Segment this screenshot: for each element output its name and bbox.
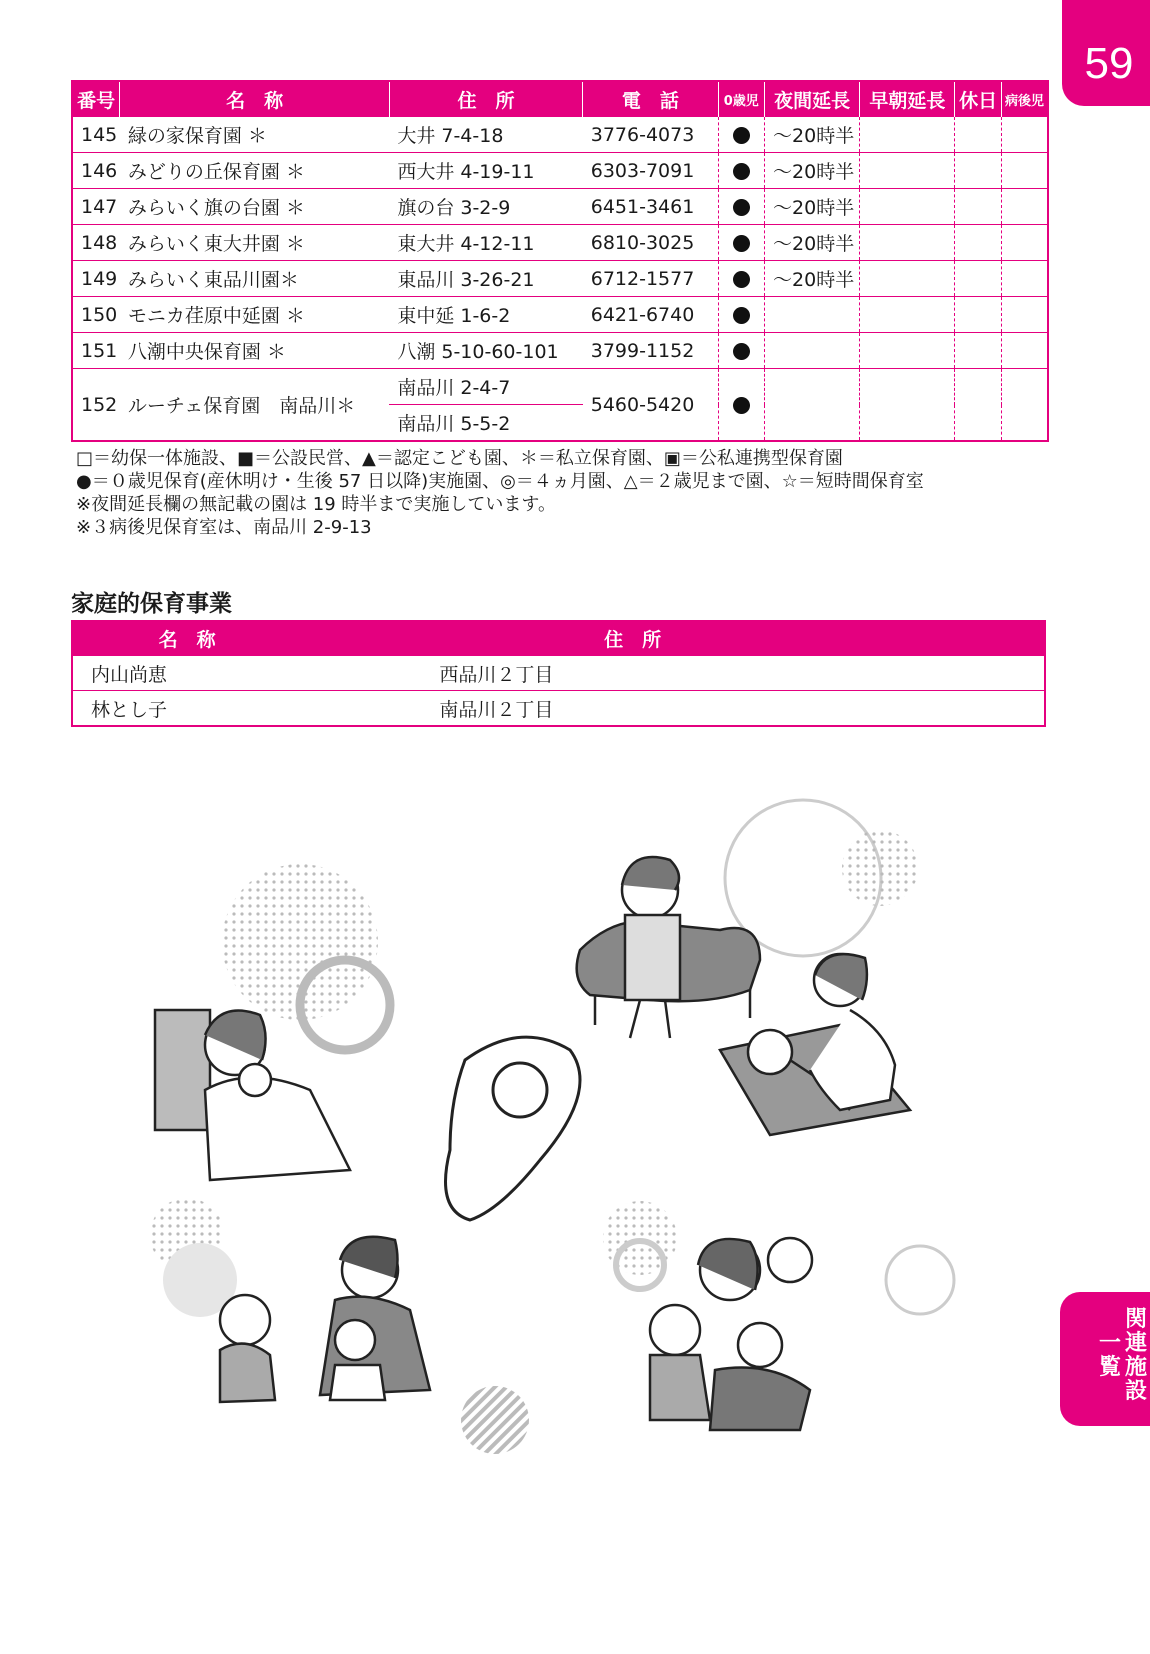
- cell-holiday: [955, 153, 1002, 189]
- table-row: [72, 225, 1048, 261]
- cell-address: 東大井 4-12-11: [389, 225, 582, 261]
- cell-morning-extension: [860, 117, 955, 153]
- filled-circle-icon: [733, 199, 750, 216]
- cell-night-extension: 〜20時半: [765, 261, 860, 297]
- col-header-name: 名 称: [120, 81, 390, 117]
- col-header-night: 夜間延長: [765, 81, 860, 117]
- cell-name: みらいく東大井園 ＊: [120, 225, 390, 261]
- note-line: ●＝０歳児保育(産休明け・生後 57 日以降)実施園、◎＝４ヵ月園、△＝２歳児まで園、☆＝短時間保育室: [76, 471, 924, 492]
- dotted-circle-decoration: [842, 830, 918, 906]
- mother-on-sofa-drawing: [577, 857, 760, 1038]
- cell-name: 八潮中央保育園 ＊: [120, 333, 390, 369]
- cell-holiday: [955, 225, 1002, 261]
- section-title: 家庭的保育事業: [71, 591, 232, 617]
- table-row: [72, 189, 1048, 225]
- cell-number: 148: [72, 225, 120, 261]
- cell-infant: [718, 225, 765, 261]
- cell-holiday: [955, 117, 1002, 153]
- cell-infant: [718, 369, 765, 442]
- cell-night-extension: 〜20時半: [765, 225, 860, 261]
- cell-infant: [718, 189, 765, 225]
- note-line: ※３病後児保育室は、南品川 2-9-13: [76, 517, 372, 538]
- cell-morning-extension: [860, 369, 955, 442]
- filled-circle-icon: [733, 271, 750, 288]
- cell-sick-child: [1001, 261, 1048, 297]
- mother-holding-baby-drawing: [155, 1010, 350, 1180]
- cell-address: 南品川２丁目: [421, 691, 1045, 727]
- swaddled-baby-drawing: [446, 1037, 581, 1220]
- legend-notes: [76, 447, 924, 539]
- cell-address: 東中延 1-6-2: [389, 297, 582, 333]
- col-header-sick-child: 病後児: [1001, 81, 1048, 117]
- cell-holiday: [955, 333, 1002, 369]
- table-row: [72, 297, 1048, 333]
- cell-number: 149: [72, 261, 120, 297]
- cell-phone: 3776-4073: [583, 117, 718, 153]
- adult-playing-with-children-drawing: [220, 1237, 430, 1402]
- page-number: 59: [1084, 39, 1134, 88]
- cell-number: 150: [72, 297, 120, 333]
- cell-sick-child: [1001, 153, 1048, 189]
- cell-name: みどりの丘保育園 ＊: [120, 153, 390, 189]
- filled-circle-icon: [733, 127, 750, 144]
- cell-number: 146: [72, 153, 120, 189]
- table-row: [72, 117, 1048, 153]
- cell-address: 東品川 3-26-21: [389, 261, 582, 297]
- cell-address: 大井 7-4-18: [389, 117, 582, 153]
- cell-sick-child: [1001, 297, 1048, 333]
- col-header-phone: 電 話: [583, 81, 718, 117]
- cell-phone: 6421-6740: [583, 297, 718, 333]
- table-row: [72, 333, 1048, 369]
- filled-circle-icon: [733, 397, 750, 414]
- col-header-number: 番号: [72, 81, 120, 117]
- cell-name: 緑の家保育園 ＊: [120, 117, 390, 153]
- cell-morning-extension: [860, 261, 955, 297]
- filled-circle-icon: [733, 307, 750, 324]
- cell-holiday: [955, 261, 1002, 297]
- page-number-tab: [1062, 0, 1150, 106]
- cell-phone: 6303-7091: [583, 153, 718, 189]
- cell-address: 西大井 4-19-11: [389, 153, 582, 189]
- cell-sick-child: [1001, 117, 1048, 153]
- cell-sick-child: [1001, 189, 1048, 225]
- cell-sick-child: [1001, 369, 1048, 442]
- cell-night-extension: [765, 297, 860, 333]
- cell-holiday: [955, 189, 1002, 225]
- cell-morning-extension: [860, 189, 955, 225]
- col-header-infant: 0歳児: [718, 81, 765, 117]
- cell-holiday: [955, 297, 1002, 333]
- cell-phone: 6451-3461: [583, 189, 718, 225]
- striped-circle-decoration: [461, 1386, 529, 1454]
- filled-circle-icon: [733, 343, 750, 360]
- side-tab-label-1: 関連施設: [1124, 1307, 1147, 1404]
- filled-circle-icon: [733, 163, 750, 180]
- cell-holiday: [955, 369, 1002, 442]
- childcare-illustration: [150, 790, 970, 1530]
- cell-night-extension: [765, 333, 860, 369]
- cell-phone: 3799-1152: [583, 333, 718, 369]
- family-daycare-table: [71, 620, 1046, 727]
- table-header-row: [72, 81, 1048, 117]
- cell-night-extension: [765, 369, 860, 442]
- filled-circle-icon: [733, 235, 750, 252]
- cell-morning-extension: [860, 297, 955, 333]
- cell-night-extension: 〜20時半: [765, 189, 860, 225]
- note-line: □＝幼保一体施設、■＝公設民営、▲＝認定こども園、＊＝私立保育園、▣＝公私連携型保育園: [76, 448, 843, 469]
- section-side-tab[interactable]: [1060, 1292, 1150, 1426]
- cell-phone: 6810-3025: [583, 225, 718, 261]
- group-of-children-drawing: [650, 1238, 812, 1430]
- side-tab-label-2: 一覧: [1098, 1331, 1121, 1380]
- table-header-row: [72, 621, 1045, 656]
- cell-night-extension: 〜20時半: [765, 153, 860, 189]
- cell-number: 145: [72, 117, 120, 153]
- cell-name: 内山尚恵: [72, 656, 421, 691]
- cell-morning-extension: [860, 153, 955, 189]
- cell-name: モニカ荏原中延園 ＊: [120, 297, 390, 333]
- col-header-address: 住 所: [421, 621, 1045, 656]
- table-row: [72, 656, 1045, 691]
- cell-infant: [718, 261, 765, 297]
- cell-night-extension: 〜20時半: [765, 117, 860, 153]
- cell-name: みらいく東品川園＊: [120, 261, 390, 297]
- col-header-address: 住 所: [389, 81, 582, 117]
- cell-number: 151: [72, 333, 120, 369]
- cell-address: 南品川 2-4-7: [389, 369, 582, 405]
- cell-address: 八潮 5-10-60-101: [389, 333, 582, 369]
- cell-number: 147: [72, 189, 120, 225]
- cell-phone: 6712-1577: [583, 261, 718, 297]
- cell-address: 南品川 5-5-2: [389, 405, 582, 442]
- nursery-table: [71, 80, 1049, 442]
- ring-decoration: [886, 1246, 954, 1314]
- table-row: [72, 153, 1048, 189]
- table-row: [72, 691, 1045, 727]
- col-header-name: 名 称: [72, 621, 421, 656]
- cell-sick-child: [1001, 225, 1048, 261]
- cell-name: 林とし子: [72, 691, 421, 727]
- cell-infant: [718, 153, 765, 189]
- table-row: [72, 369, 1048, 405]
- note-line: ※夜間延長欄の無記載の園は 19 時半まで実施しています。: [76, 494, 556, 515]
- cell-address: 西品川２丁目: [421, 656, 1045, 691]
- cell-infant: [718, 297, 765, 333]
- cell-sick-child: [1001, 333, 1048, 369]
- cell-morning-extension: [860, 333, 955, 369]
- col-header-morning: 早朝延長: [860, 81, 955, 117]
- cell-name: ルーチェ保育園 南品川＊: [120, 369, 390, 442]
- cell-morning-extension: [860, 225, 955, 261]
- cell-infant: [718, 117, 765, 153]
- table-row: [72, 261, 1048, 297]
- cell-infant: [718, 333, 765, 369]
- cell-address: 旗の台 3-2-9: [389, 189, 582, 225]
- cell-phone: 5460-5420: [583, 369, 718, 442]
- cell-number: 152: [72, 369, 120, 442]
- cell-name: みらいく旗の台園 ＊: [120, 189, 390, 225]
- col-header-holiday: 休日: [955, 81, 1002, 117]
